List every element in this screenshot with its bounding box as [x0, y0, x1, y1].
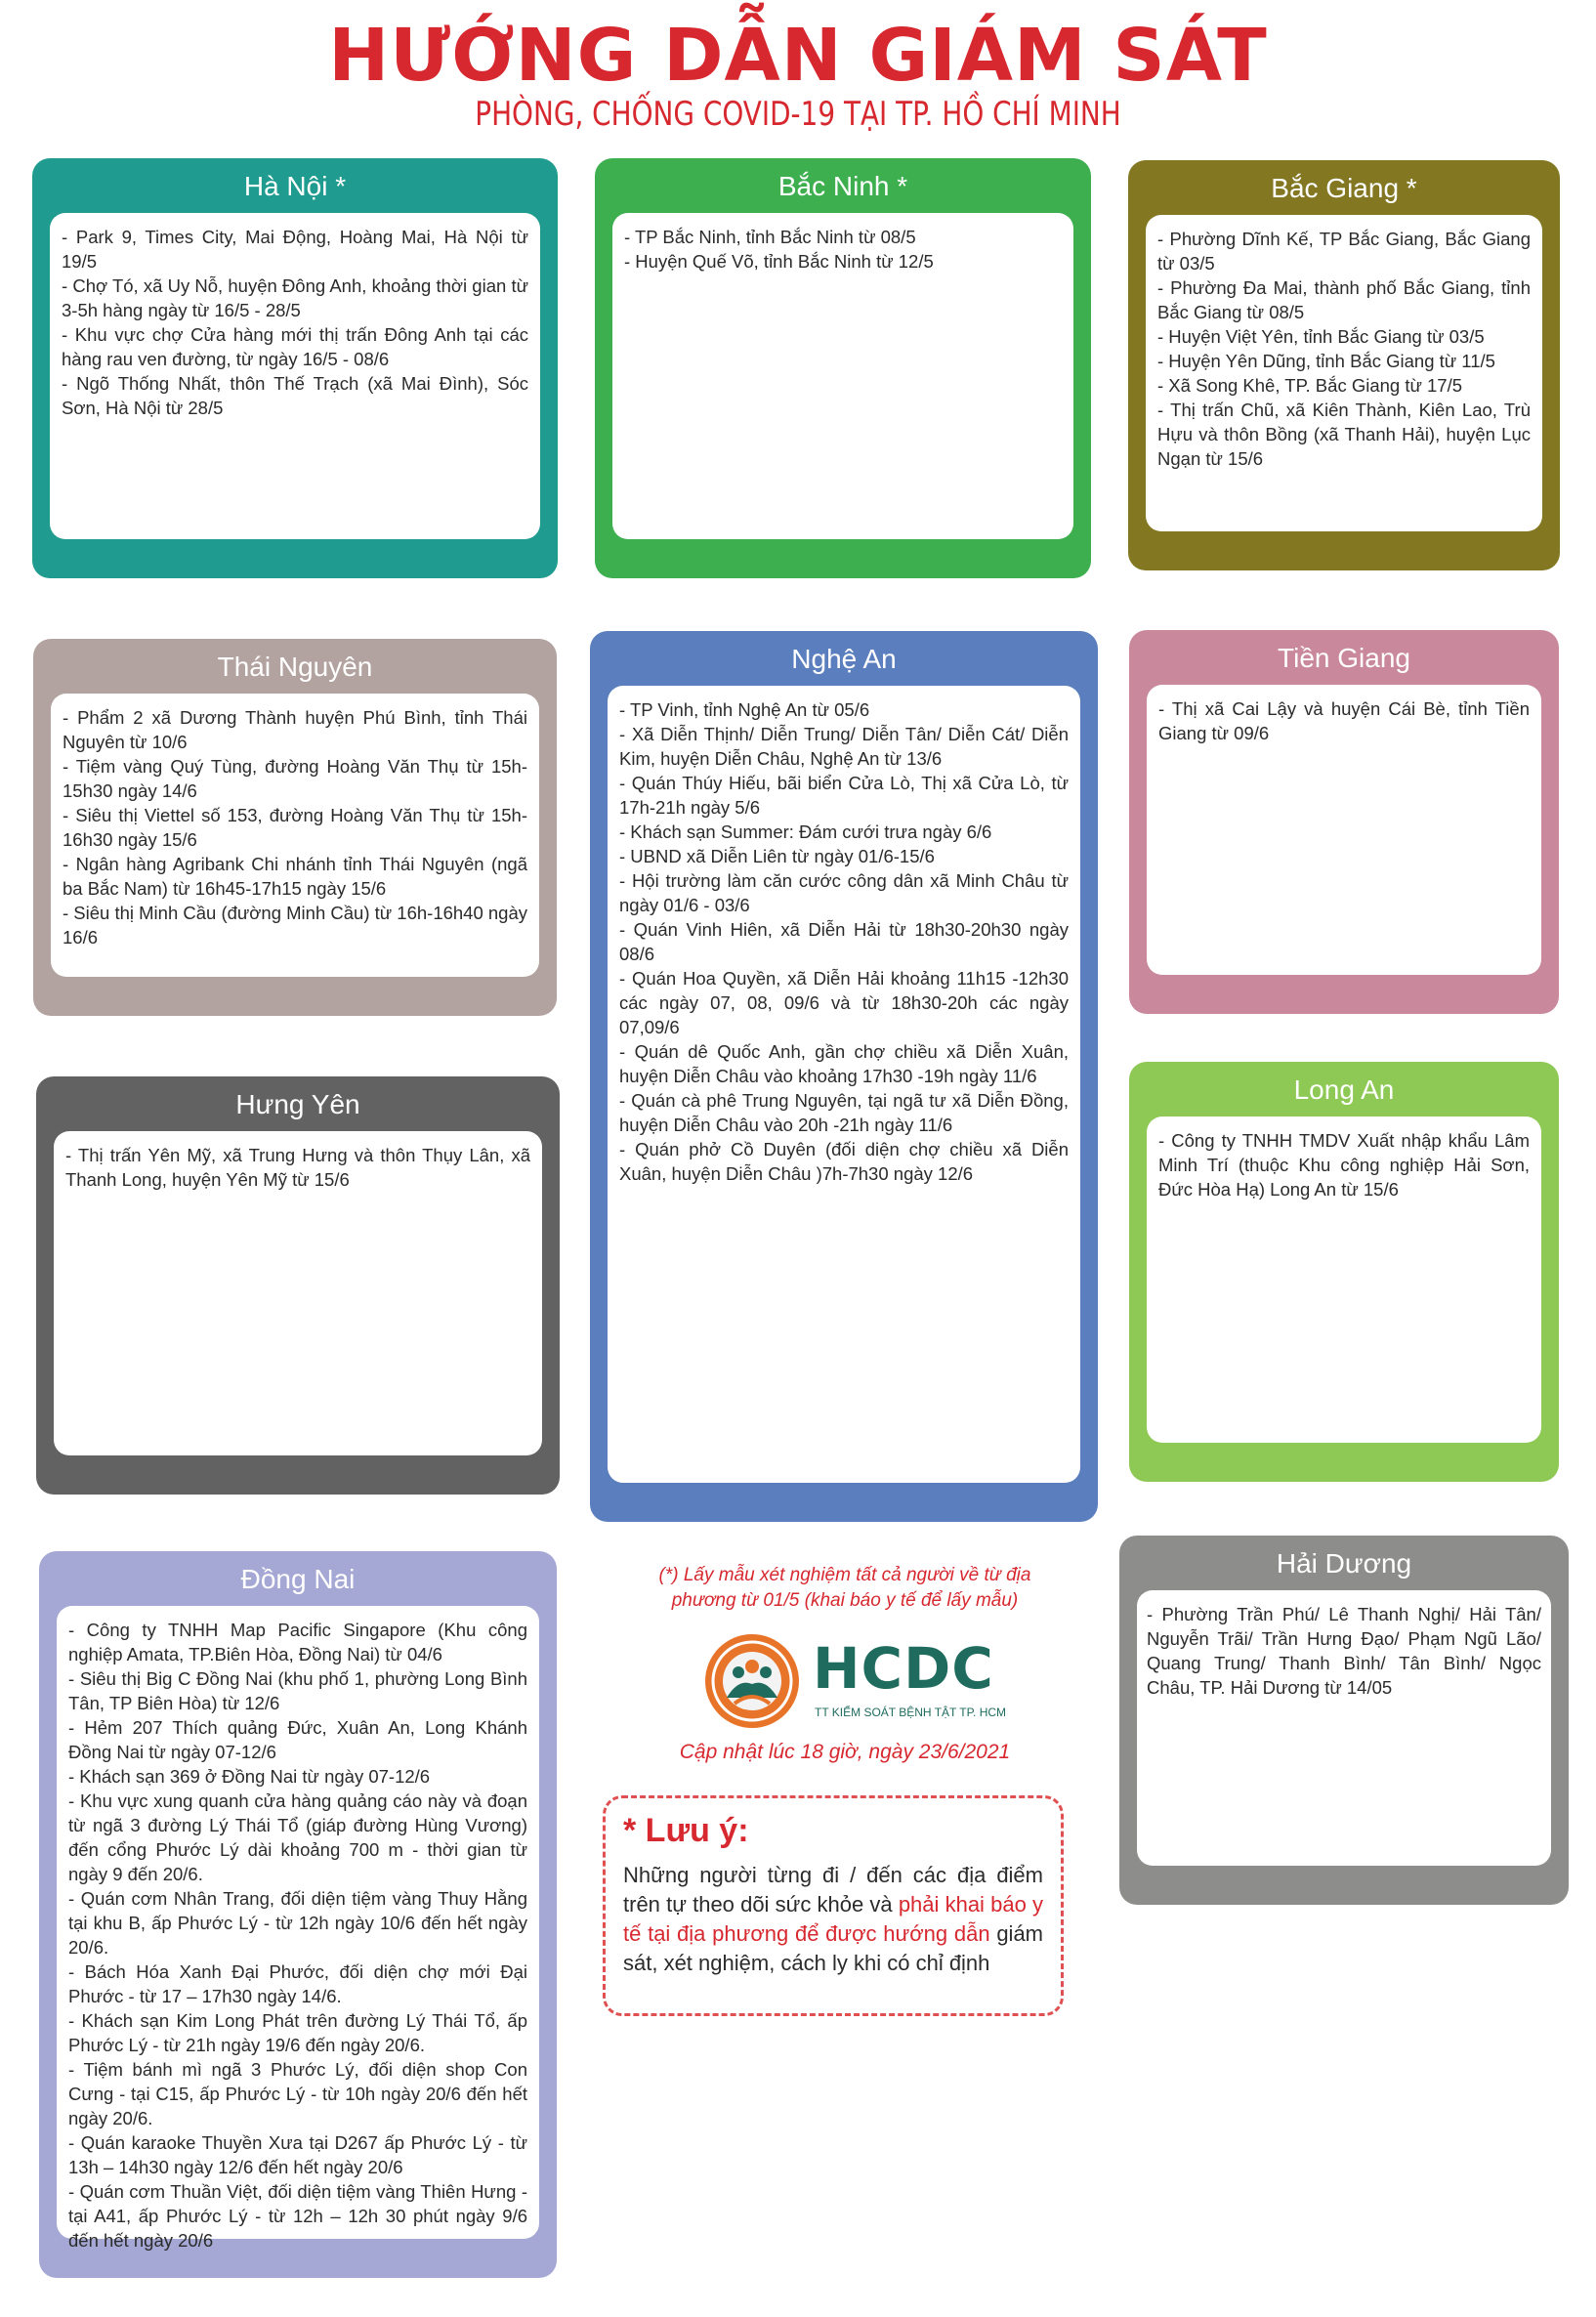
list-item: - Khách sạn Summer: Đám cưới trưa ngày 6/6 — [619, 821, 992, 842]
list-item: - Phẩm 2 xã Dương Thành huyện Phú Bình, tỉnh Thái Nguyên từ 10/6 — [63, 707, 527, 752]
card-body — [1146, 215, 1542, 531]
card-haiduong — [1119, 1536, 1569, 1905]
item-list — [68, 1618, 527, 2253]
card-body — [1147, 685, 1541, 975]
item-list — [1158, 1128, 1530, 1201]
list-item: - Park 9, Times City, Mai Động, Hoàng Mai, Hà Nội từ 19/5 — [62, 227, 528, 272]
list-item: - Quán cà phê Trung Nguyên, tại ngã tư xã Diễn Đồng, huyện Diễn Châu vào 20h -21h ngày 11/6 — [619, 1090, 1069, 1135]
list-item: - Tiệm bánh mì ngã 3 Phước Lý, đối diện shop Con Cưng - tại C15, ấp Phước Lý - từ 10h ngày 20/6 đến hết ngày 20/6. — [68, 2059, 527, 2128]
list-item: - Khu vực chợ Cửa hàng mới thị trấn Đông Anh tại các hàng rau ven đường, từ ngày 16/5 - 08/6 — [62, 324, 528, 369]
card-body — [608, 686, 1080, 1483]
list-item: - Huyện Yên Dũng, tỉnh Bắc Giang từ 11/5 — [1157, 351, 1495, 371]
list-item: - Xã Song Khê, TP. Bắc Giang từ 17/5 — [1157, 375, 1463, 396]
list-item: - Quán Vinh Hiên, xã Diễn Hải từ 18h30-20h30 ngày 08/6 — [619, 919, 1069, 964]
notice-box — [603, 1795, 1064, 2016]
list-item: - UBND xã Diễn Liên từ ngày 01/6-15/6 — [619, 846, 935, 866]
hcdc-emblem-icon — [699, 1629, 805, 1733]
card-title: Bắc Giang * — [1271, 173, 1417, 203]
card-nghean — [590, 631, 1098, 1522]
list-item: - Khách sạn Kim Long Phát trên đường Lý Thái Tổ, ấp Phước Lý - từ 21h ngày 19/6 đến ngày 20/6. — [68, 2010, 527, 2055]
card-title: Hưng Yên — [235, 1089, 360, 1119]
item-list — [62, 225, 528, 420]
list-item: - Xã Diễn Thịnh/ Diễn Trung/ Diễn Tân/ Diễn Cát/ Diễn Kim, huyện Diễn Châu, Nghệ An từ 13/6 — [619, 724, 1069, 769]
card-body — [1137, 1590, 1551, 1866]
list-item: - Thị trấn Yên Mỹ, xã Trung Hưng và thôn Thụy Lân, xã Thanh Long, huyện Yên Mỹ từ 15/6 — [65, 1145, 530, 1190]
card-thainguyen — [33, 639, 557, 1016]
card-hanoi — [32, 158, 558, 578]
update-timestamp: Cập nhật lúc 18 giờ, ngày 23/6/2021 — [679, 1741, 1011, 1763]
list-item: - Quán cơm Nhân Trang, đối diện tiệm vàng Thuy Hằng tại khu B, ấp Phước Lý - từ 12h ngày 10/6 đến hết ngày 20/6. — [68, 1888, 527, 1958]
notice-body — [623, 1861, 1043, 1978]
card-title: Đồng Nai — [240, 1564, 356, 1594]
notice-highlight: phải khai báo y tế tại địa phương để được hướng dẫn — [623, 1892, 1043, 1946]
card-title: Hải Dương — [1276, 1548, 1412, 1579]
notice-text-1: Những người từng đi / đến các địa điểm trên tự theo dõi sức khỏe và — [623, 1863, 1043, 1917]
list-item: - TP Vinh, tỉnh Nghệ An từ 05/6 — [619, 699, 870, 720]
card-hungyen — [36, 1076, 560, 1495]
list-item: - Ngân hàng Agribank Chi nhánh tỉnh Thái Nguyên (ngã ba Bắc Nam) từ 16h45-17h15 ngày 15/6 — [63, 854, 527, 899]
notice-title: * Lưu ý: — [623, 1812, 749, 1849]
hcdc-logo — [699, 1629, 1007, 1733]
footnote: (*) Lấy mẫu xét nghiệm tất cả người về từ địa phương từ 01/5 (khai báo y tế để lấy mẫu) — [658, 1565, 1031, 1611]
card-title: Nghệ An — [791, 644, 897, 674]
list-item: - Quán karaoke Thuyền Xưa tại D267 ấp Phước Lý - từ 13h – 14h30 ngày 12/6 đến hết ngày 20/6 — [68, 2132, 527, 2177]
card-longan — [1129, 1062, 1559, 1482]
list-item: - Quán Thúy Hiếu, bãi biển Cửa Lò, Thị xã Cửa Lò, từ 17h-21h ngày 5/6 — [619, 773, 1069, 818]
list-item: - Phường Dĩnh Kế, TP Bắc Giang, Bắc Giang từ 03/5 — [1157, 229, 1531, 274]
page-title: HƯỚNG DẪN GIÁM SÁT — [328, 14, 1268, 98]
list-item: - Công ty TNHH TMDV Xuất nhập khẩu Lâm Minh Trí (thuộc Khu công nghiệp Hải Sơn, Đức Hòa Hạ) Long An từ 15/6 — [1158, 1130, 1530, 1200]
item-list — [65, 1143, 530, 1192]
list-item: - Chợ Tó, xã Uy Nỗ, huyện Đông Anh, khoảng thời gian từ 3-5h hàng ngày từ 16/5 - 28/5 — [62, 275, 528, 320]
page-subtitle: PHÒNG, CHỐNG COVID-19 TẠI TP. HỒ CHÍ MINH — [475, 95, 1121, 134]
card-title: Bắc Ninh * — [777, 171, 908, 201]
notice-text-2: giám sát, xét nghiệm, cách ly khi có chỉ định — [623, 1921, 1044, 1975]
list-item: - Siêu thị Minh Cầu (đường Minh Cầu) từ 16h-16h40 ngày 16/6 — [63, 903, 528, 948]
list-item: - Thị trấn Chũ, xã Kiên Thành, Kiên Lao, Trù Hựu và thôn Bồng (xã Thanh Hải), huyện Lục Ngạn từ 15/6 — [1157, 400, 1531, 469]
logo-wordmark: HCDC — [813, 1635, 994, 1702]
list-item: - Phường Đa Mai, thành phố Bắc Giang, tỉnh Bắc Giang từ 08/5 — [1157, 277, 1531, 322]
card-dongnai — [39, 1551, 557, 2278]
item-list — [619, 697, 1069, 1186]
item-list — [624, 225, 1062, 274]
list-item: - Hẻm 207 Thích quảng Đức, Xuân An, Long Khánh Đồng Nai từ ngày 07-12/6 — [68, 1717, 527, 1762]
card-title: Hà Nội * — [243, 171, 347, 201]
card-body — [51, 694, 539, 977]
list-item: - Hội trường làm căn cước công dân xã Minh Châu từ ngày 01/6 - 03/6 — [619, 870, 1069, 915]
list-item: - Phường Trần Phú/ Lê Thanh Nghị/ Hải Tân/ Nguyễn Trãi/ Trần Hưng Đạo/ Phạm Ngũ Lão/ Quang Trung/ Thanh Bình/ Tân Bình/ Ngọc Châu, TP. Hải Dương từ 14/05 — [1147, 1604, 1541, 1698]
list-item: - Quán phở Cồ Duyên (đối diện chợ chiều xã Diễn Xuân, huyện Diễn Châu )7h-7h30 ngày 12/6 — [619, 1139, 1069, 1184]
card-title: Tiền Giang — [1278, 643, 1410, 673]
list-item: - Huyện Việt Yên, tỉnh Bắc Giang từ 03/5 — [1157, 326, 1485, 347]
card-body — [612, 213, 1073, 539]
card-body — [54, 1131, 542, 1455]
list-item: - Bách Hóa Xanh Đại Phước, đối diện chợ mới Đại Phước - từ 17 – 17h30 ngày 14/6. — [68, 1961, 527, 2006]
item-list — [1157, 227, 1531, 471]
logo-tagline: TT KIỂM SOÁT BỆNH TẬT TP. HCM — [815, 1706, 1007, 1719]
list-item: - Quán cơm Thuần Việt, đối diện tiệm vàng Thiên Hưng - tại A41, ấp Phước Lý - từ 12h – 12h 30 phút ngày 9/6 đến hết ngày 20/6 — [68, 2181, 527, 2251]
item-list — [63, 705, 527, 949]
card-bacgiang — [1128, 160, 1560, 570]
list-item: - Khách sạn 369 ở Đồng Nai từ ngày 07-12/6 — [68, 1766, 431, 1787]
list-item: - Công ty TNHH Map Pacific Singapore (Khu công nghiệp Amata, TP.Biên Hòa, Đồng Nai) từ 04/6 — [68, 1620, 527, 1664]
list-item: - Huyện Quế Võ, tỉnh Bắc Ninh từ 12/5 — [624, 251, 934, 272]
list-item: - Thị xã Cai Lậy và huyện Cái Bè, tỉnh Tiền Giang từ 09/6 — [1158, 698, 1530, 743]
list-item: - Ngõ Thống Nhất, thôn Thế Trạch (xã Mai Đình), Sóc Sơn, Hà Nội từ 28/5 — [62, 373, 528, 418]
list-item: - Quán Hoa Quyền, xã Diễn Hải khoảng 11h15 -12h30 các ngày 07, 08, 09/6 và từ 18h30-20h các ngày 07,09/6 — [619, 968, 1069, 1037]
card-tiengiang — [1129, 630, 1559, 1014]
list-item: - Tiệm vàng Quý Tùng, đường Hoàng Văn Thụ từ 15h-15h30 ngày 14/6 — [63, 756, 527, 801]
card-title: Thái Nguyên — [217, 652, 373, 682]
list-item: - Siêu thị Big C Đồng Nai (khu phố 1, phường Long Bình Tân, TP Biên Hòa) từ 12/6 — [68, 1668, 527, 1713]
list-item: - Quán dê Quốc Anh, gần chợ chiều xã Diễn Xuân, huyện Diễn Châu vào khoảng 17h30 -19h ngày 11/6 — [619, 1041, 1069, 1086]
list-item: - Siêu thị Viettel số 153, đường Hoàng Văn Thụ từ 15h-16h30 ngày 15/6 — [63, 805, 527, 850]
card-body — [57, 1606, 539, 2251]
card-body — [50, 213, 540, 539]
list-item: - TP Bắc Ninh, tỉnh Bắc Ninh từ 08/5 — [624, 227, 916, 247]
list-item: - Khu vực xung quanh cửa hàng quảng cáo này và đoạn từ ngã 3 đường Lý Thái Tổ (giáp đường Hùng Vương) đến cổng Phước Lý dài khoảng 700 m - thời gian từ ngày 9 đến 20/6. — [68, 1790, 527, 1884]
card-title: Long An — [1293, 1074, 1395, 1105]
card-body — [1147, 1116, 1541, 1443]
item-list — [1147, 1602, 1541, 1700]
card-bacninh — [595, 158, 1091, 578]
item-list — [1158, 696, 1530, 745]
